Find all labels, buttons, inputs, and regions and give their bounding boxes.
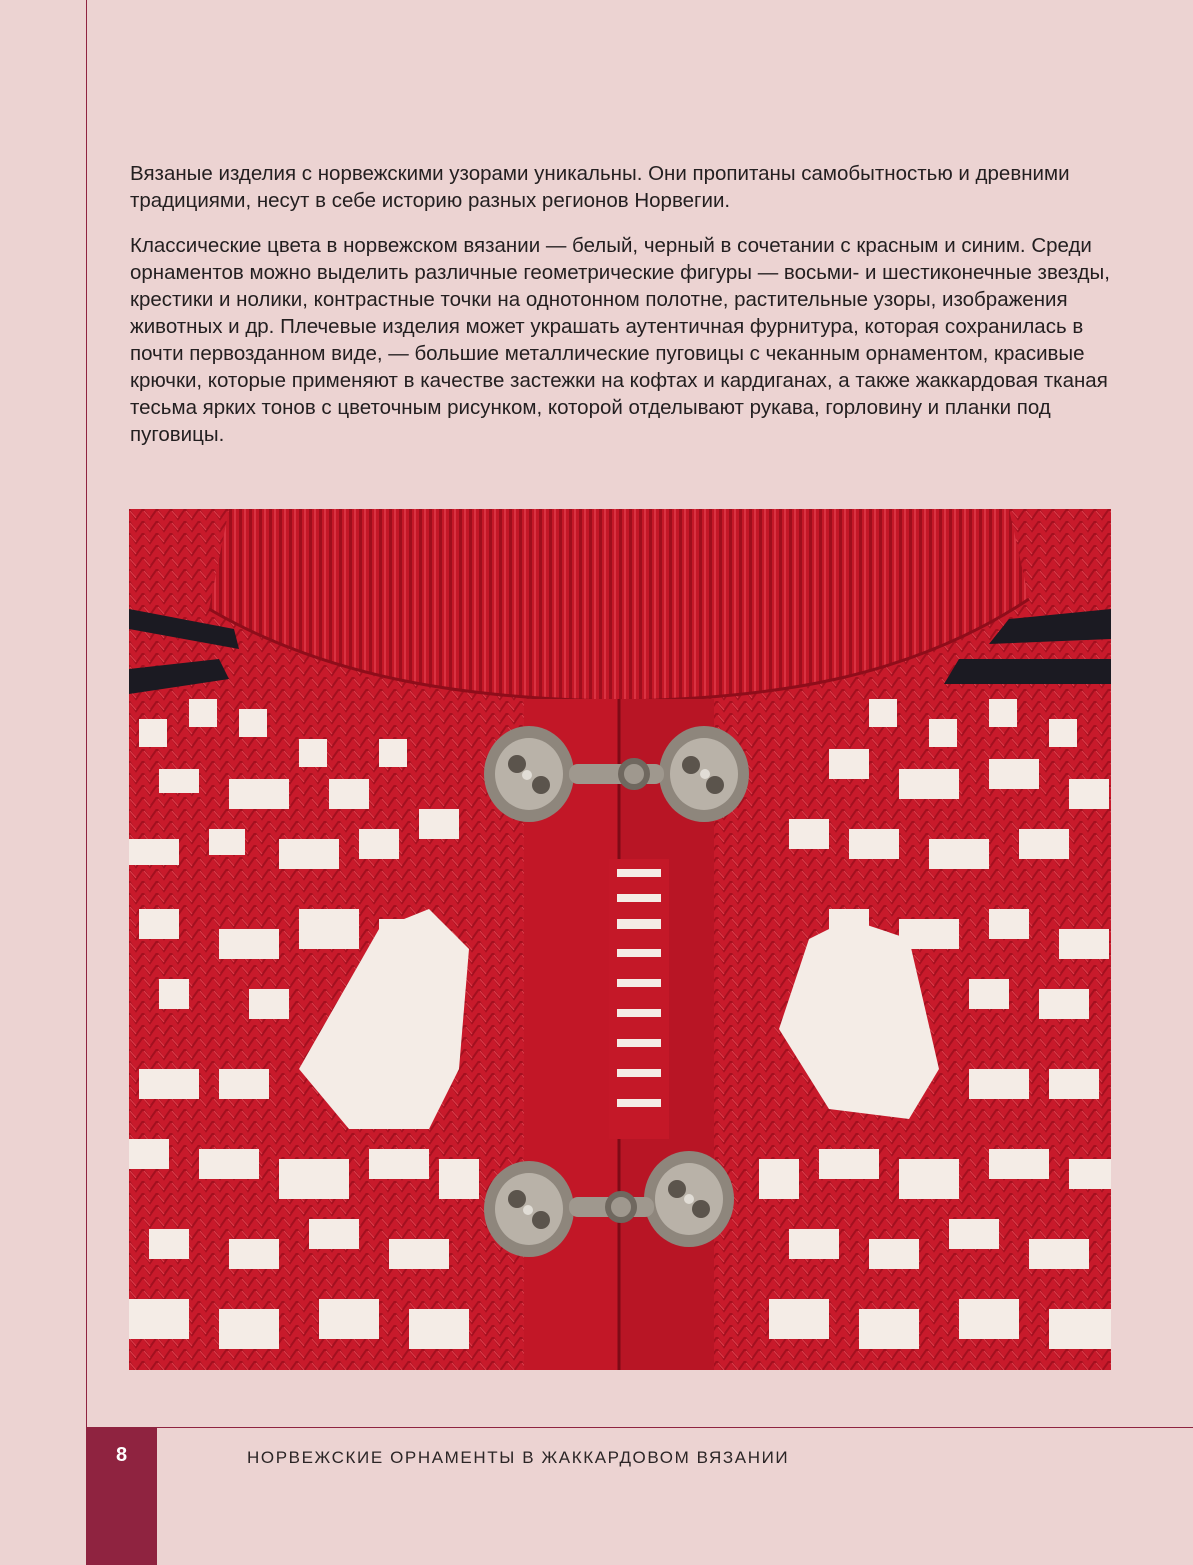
paragraph-colors-ornaments: Классические цвета в норвежском вязании — белый, черный в сочетании с красным и синим. Среди орнаментов можно выделить различные геометрические фигуры — восьми- и шестиконечные звезды, крестики и нолики, контрастные точки на однотонном полотне, растительные узоры, изображения животных и др. Плечевые изделия может украшать аутентичная фурнитура, которая сохранилась в почти первозданном виде, — большие металлические пуговицы с чеканным орнаментом, красивые крючки, которые применяют в качестве застежки на кофтах и кардиганах, а также жаккардовая тканая тесьма ярких тонов с цветочным рисунком, которой отделывают рукава, горловину и планки под пуговицы. — [130, 234, 1110, 446]
sweater-photo — [129, 509, 1111, 1370]
body-text — [130, 160, 1120, 466]
page-number-tab — [86, 1428, 157, 1565]
running-title: НОРВЕЖСКИЕ ОРНАМЕНТЫ В ЖАККАРДОВОМ ВЯЗАНИИ — [247, 1448, 790, 1467]
footer-rule — [86, 1427, 1193, 1428]
page-margin-rule — [86, 0, 87, 1428]
paragraph-intro: Вязаные изделия с норвежскими узорами уникальны. Они пропитаны самобытностью и древними традициями, несут в себе историю разных регионов Норвегии. — [130, 162, 1070, 212]
page-number: 8 — [115, 1444, 128, 1466]
